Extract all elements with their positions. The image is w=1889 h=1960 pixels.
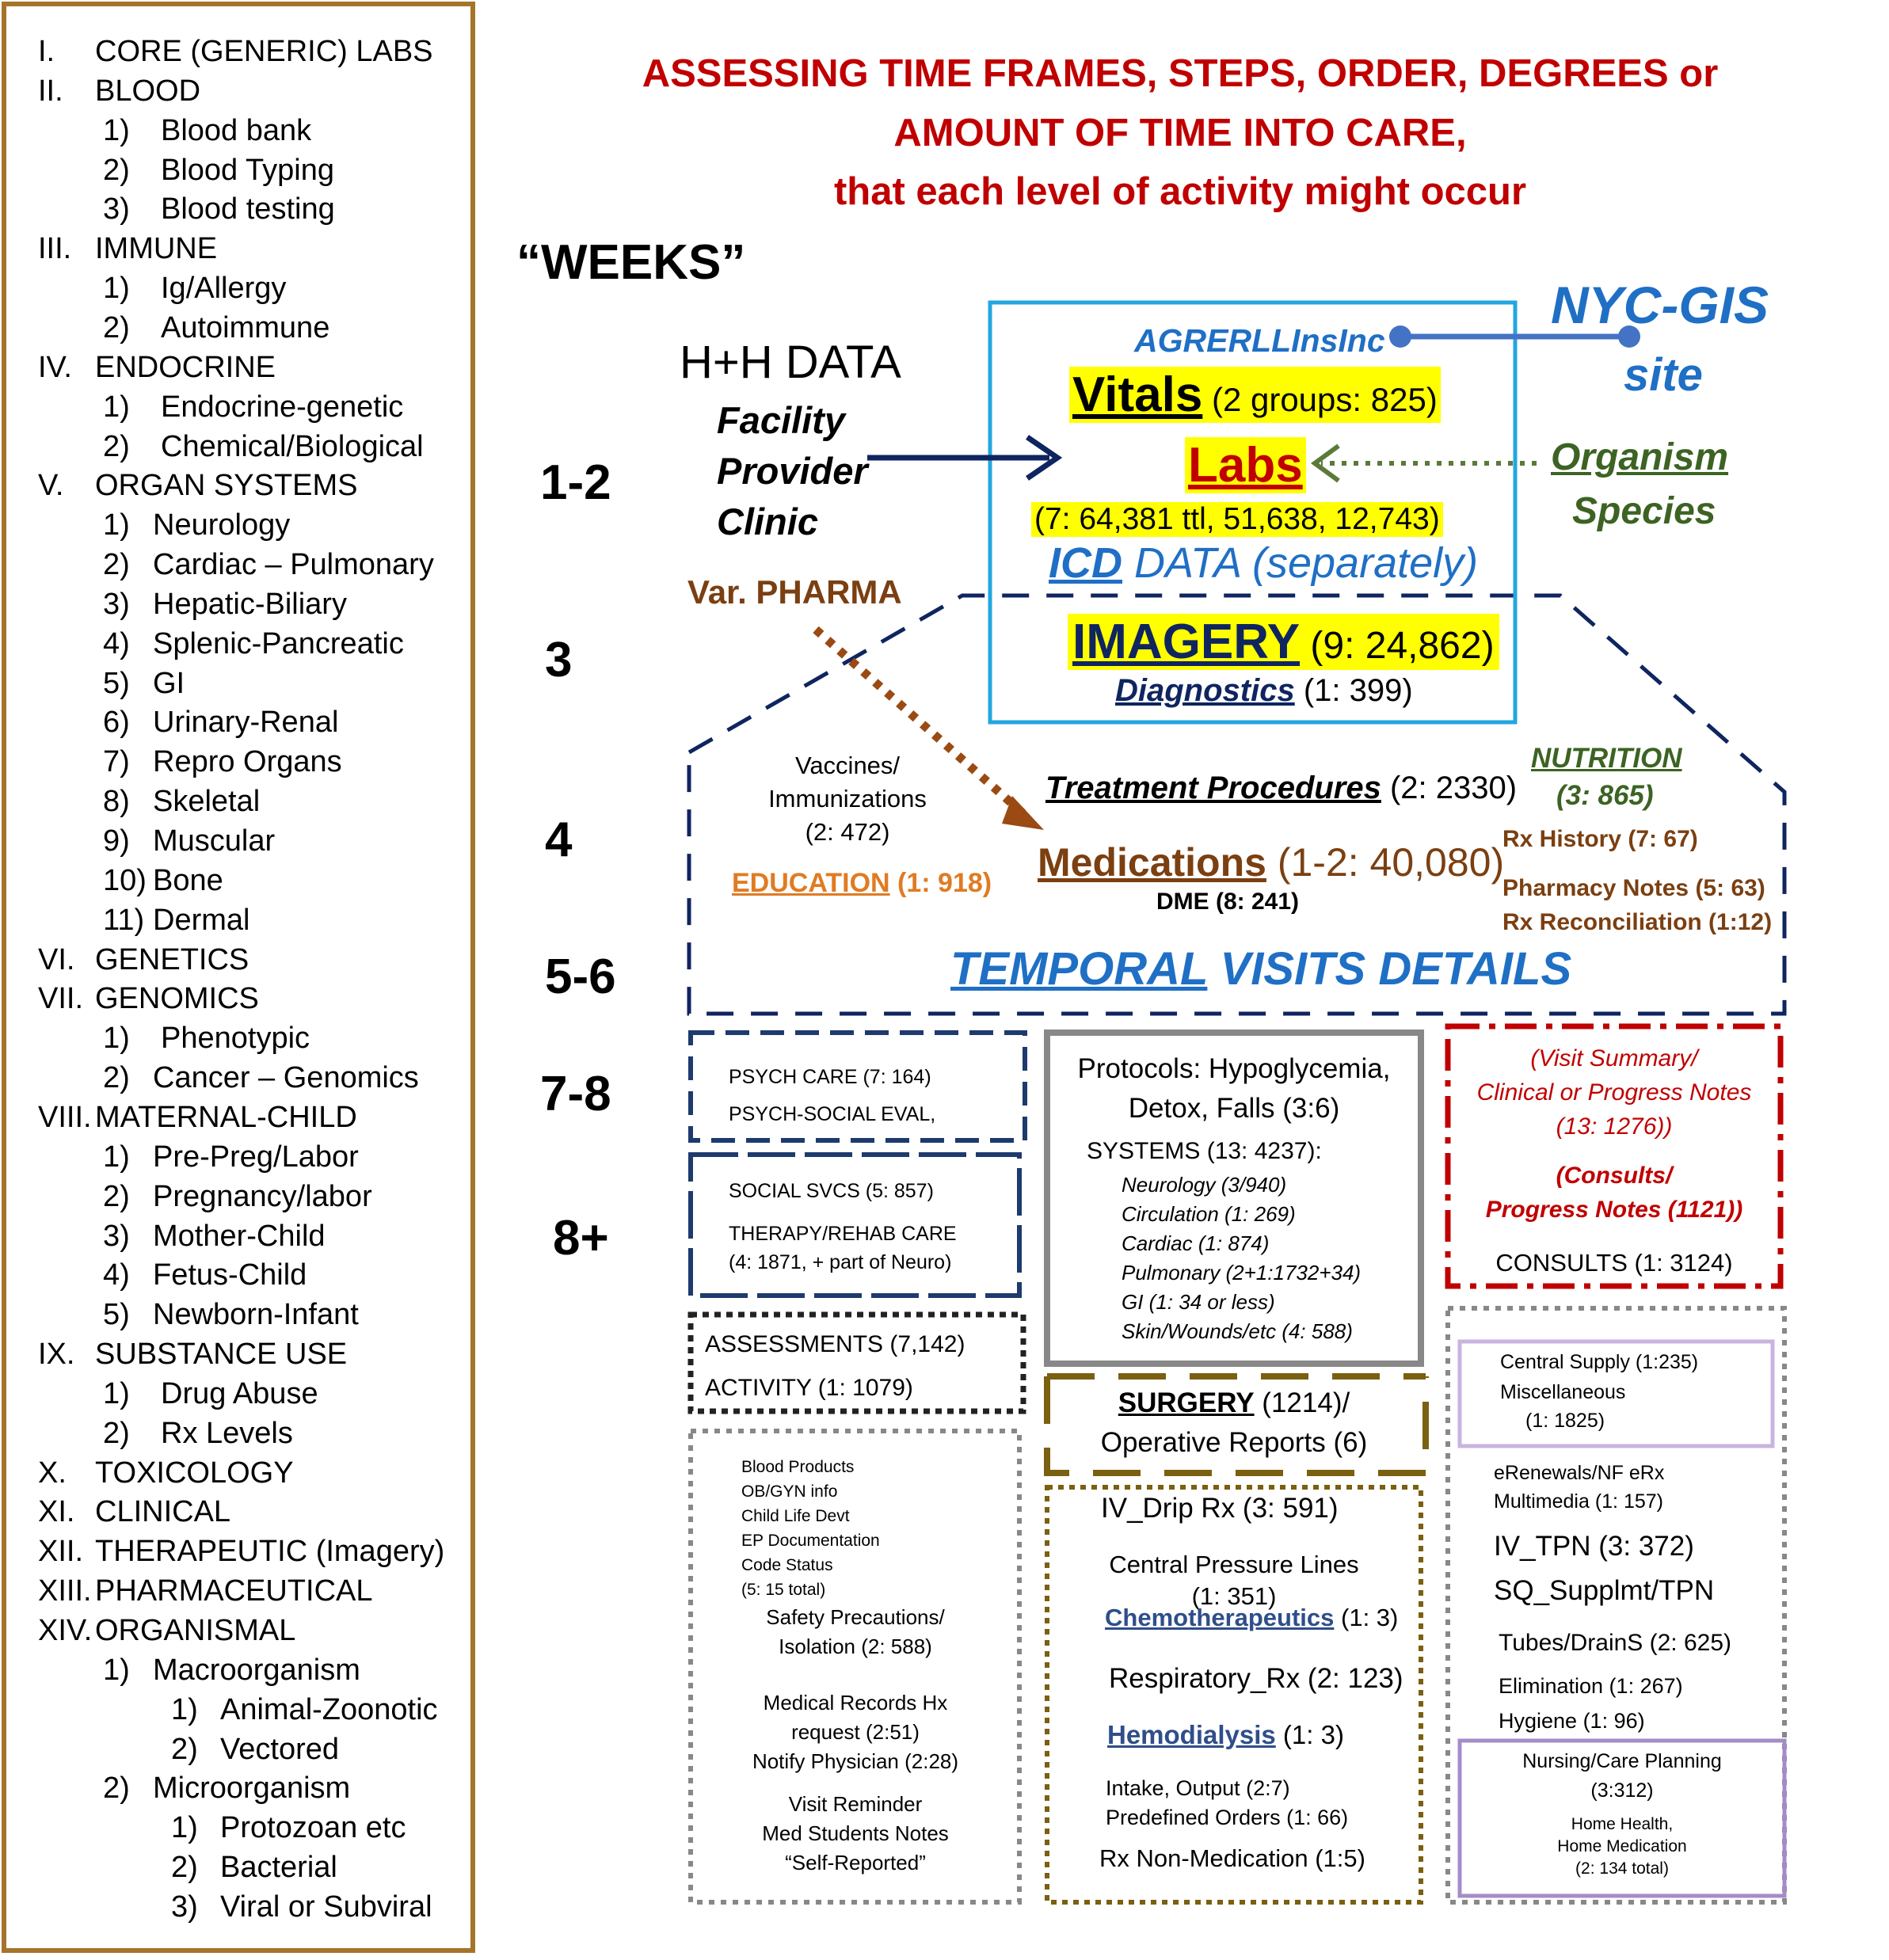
dme-label: DME (8: 241) xyxy=(1156,889,1300,915)
sidebar-item-number: 1) xyxy=(103,1140,130,1174)
visit-summary-text xyxy=(1451,1041,1777,1144)
hh-clinic: Clinic xyxy=(717,500,818,542)
vaccines-line-2: Immunizations xyxy=(768,785,927,813)
diagnostics-label: Diagnostics xyxy=(1115,673,1295,708)
sidebar-item-number: V. xyxy=(38,469,64,503)
sidebar-item-label: Dermal xyxy=(153,903,250,937)
sidebar-item-number: 9) xyxy=(103,824,130,858)
safety-line-1: Safety Precautions/ xyxy=(766,1605,945,1629)
sidebar-item-number: 2) xyxy=(171,1851,198,1885)
sidebar-item-number: 1) xyxy=(103,1022,130,1056)
misc-records xyxy=(697,1688,1014,1776)
sidebar-item-label: Pre-Preg/Labor xyxy=(153,1140,359,1174)
sidebar-item-number: 2) xyxy=(103,310,130,344)
medications-count: (1-2: 40,080) xyxy=(1266,840,1505,885)
nycgis-site: site xyxy=(1624,349,1703,401)
psych-social-eval: PSYCH-SOCIAL EVAL, xyxy=(729,1103,936,1125)
imagery-row xyxy=(1068,614,1499,670)
intake-output: Intake, Output (2:7) xyxy=(1106,1776,1290,1800)
systems-label: SYSTEMS (13: 4237): xyxy=(1087,1138,1322,1164)
hemo-count: (1: 3) xyxy=(1275,1720,1344,1749)
tubes-drains: Tubes/DrainS (2: 625) xyxy=(1499,1630,1732,1656)
sys-gi: GI (1: 34 or less) xyxy=(1122,1290,1275,1314)
multimedia: Multimedia (1: 157) xyxy=(1494,1490,1663,1513)
sidebar-item-label: ENDOCRINE xyxy=(95,350,276,384)
sidebar-item-label: Repro Organs xyxy=(153,745,342,779)
sys-pulmonary: Pulmonary (2+1:1732+34) xyxy=(1122,1261,1362,1284)
sidebar-item-label: GI xyxy=(153,666,185,700)
predefined-orders: Predefined Orders (1: 66) xyxy=(1106,1806,1349,1829)
sidebar-item-label: Microorganism xyxy=(153,1772,351,1806)
labs-label: Labs xyxy=(1185,437,1306,493)
vs-line-3: (13: 1276)) xyxy=(1556,1113,1673,1140)
erenewals: eRenewals/NF eRx xyxy=(1494,1462,1665,1484)
sidebar-item-label: Fetus-Child xyxy=(153,1258,307,1292)
miscellaneous: Miscellaneous xyxy=(1500,1381,1626,1403)
home-total: (2: 134 total) xyxy=(1575,1859,1669,1878)
sidebar-item-number: 2) xyxy=(103,1061,130,1095)
vs-line-2: Clinical or Progress Notes xyxy=(1476,1079,1752,1106)
sidebar-item-number: VII. xyxy=(38,982,84,1016)
consults-count: CONSULTS (1: 3124) xyxy=(1495,1249,1733,1277)
nycgis-title: NYC-GIS xyxy=(1551,276,1769,334)
sidebar-item-label: Blood Typing xyxy=(161,153,335,187)
pharmacy-notes: Pharmacy Notes (5: 63) xyxy=(1502,875,1765,901)
sidebar-item-number: 1) xyxy=(103,508,130,542)
sidebar-item-label: Viral or Subviral xyxy=(220,1890,432,1924)
sidebar-item-number: 8) xyxy=(103,785,130,819)
psych-care: PSYCH CARE (7: 164) xyxy=(729,1066,931,1088)
sidebar-item-label: GENETICS xyxy=(95,942,249,976)
sidebar-item-number: IV. xyxy=(38,350,72,384)
sidebar-item-label: Urinary-Renal xyxy=(153,706,339,740)
protocols-line-1: Protocols: Hypoglycemia, xyxy=(1077,1053,1391,1084)
medications-label: Medications xyxy=(1038,840,1266,885)
sidebar-item-number: II. xyxy=(38,74,63,108)
treatment-label: Treatment Procedures xyxy=(1045,771,1381,805)
sidebar-item-number: XIII. xyxy=(38,1574,92,1608)
iv-tpn: IV_TPN (3: 372) xyxy=(1494,1531,1694,1562)
operative-reports: Operative Reports (6) xyxy=(1100,1427,1368,1458)
sys-cardiac: Cardiac (1: 874) xyxy=(1122,1231,1270,1255)
hemo-row xyxy=(1107,1720,1344,1750)
temporal-label: TEMPORAL xyxy=(950,943,1208,995)
sidebar-item-number: 1) xyxy=(103,1376,130,1410)
sidebar-item-number: 2) xyxy=(103,429,130,463)
education-row xyxy=(732,868,992,899)
sidebar-item-number: 5) xyxy=(103,1298,130,1332)
title-line-2: AMOUNT OF TIME INTO CARE, xyxy=(893,112,1467,154)
week-4: 4 xyxy=(545,813,573,867)
systems-list xyxy=(1122,1170,1361,1346)
nutrition-label: NUTRITION xyxy=(1531,743,1682,774)
protocols-title xyxy=(1050,1049,1418,1128)
sidebar-item-number: 3) xyxy=(171,1890,198,1924)
week-3: 3 xyxy=(545,633,573,687)
misc-obgyn: OB/GYN info xyxy=(741,1482,838,1501)
sidebar-item-label: Cancer – Genomics xyxy=(153,1061,419,1095)
diagnostics-row xyxy=(1115,673,1413,709)
sidebar-item-label: CORE (GENERIC) LABS xyxy=(95,35,433,68)
sidebar-item-label: Splenic-Pancreatic xyxy=(153,626,404,660)
sidebar-item-number: 2) xyxy=(171,1732,198,1766)
sidebar-item-label: Animal-Zoonotic xyxy=(220,1692,438,1726)
cpl-line-1: Central Pressure Lines xyxy=(1109,1551,1359,1578)
vitals-row xyxy=(1069,367,1441,423)
sidebar-item-number: 2) xyxy=(103,1416,130,1450)
sidebar-item-label: TOXICOLOGY xyxy=(95,1456,294,1490)
vaccines-line-1: Vaccines/ xyxy=(794,752,901,779)
sidebar-item-label: Protozoan etc xyxy=(220,1811,406,1845)
nursing-line-2: (3:312) xyxy=(1590,1779,1654,1802)
week-8-plus: 8+ xyxy=(553,1211,609,1265)
sidebar-item-number: 2) xyxy=(103,1179,130,1213)
temporal-row xyxy=(950,942,1571,995)
sidebar-item-number: XI. xyxy=(38,1495,75,1529)
sidebar-item-label: SUBSTANCE USE xyxy=(95,1338,348,1372)
rx-reconciliation: Rx Reconciliation (1:12) xyxy=(1502,909,1773,935)
assessments: ASSESSMENTS (7,142) xyxy=(705,1331,965,1357)
pharma-label: Var. PHARMA xyxy=(687,573,902,611)
sidebar-item-number: 1) xyxy=(103,390,130,424)
week-7-8: 7-8 xyxy=(540,1067,611,1121)
sidebar-item-number: 7) xyxy=(103,745,130,779)
sys-circulation: Circulation (1: 269) xyxy=(1122,1202,1296,1226)
sidebar-item-label: Blood bank xyxy=(161,113,312,147)
misc-code-status: Code Status xyxy=(741,1556,833,1574)
social-svcs: SOCIAL SVCS (5: 857) xyxy=(729,1180,934,1202)
imagery-label: IMAGERY xyxy=(1072,615,1301,669)
sidebar-item-number: IX. xyxy=(38,1338,75,1372)
sidebar-item-number: XIV. xyxy=(38,1614,93,1647)
diagnostics-count: (1: 399) xyxy=(1294,673,1413,708)
sidebar-item-label: Skeletal xyxy=(153,785,261,819)
vaccines-block xyxy=(741,749,954,849)
misc-child-life: Child Life Devt xyxy=(741,1507,850,1525)
activity: ACTIVITY (1: 1079) xyxy=(705,1375,913,1401)
sidebar-item-number: VI. xyxy=(38,942,75,976)
respiratory-rx: Respiratory_Rx (2: 123) xyxy=(1109,1663,1403,1694)
misc-safety xyxy=(697,1603,1014,1661)
education-count: (1: 918) xyxy=(889,868,992,898)
sidebar-item-label: Endocrine-genetic xyxy=(161,390,404,424)
imagery-count: (9: 24,862) xyxy=(1300,625,1495,667)
sidebar-item-label: Mother-Child xyxy=(153,1219,326,1253)
sidebar-item-number: I. xyxy=(38,35,55,68)
icd-rest: DATA (separately) xyxy=(1122,539,1479,587)
social-text xyxy=(729,1177,957,1277)
hygiene: Hygiene (1: 96) xyxy=(1499,1709,1645,1733)
misc-reminder xyxy=(697,1790,1014,1878)
medications-row xyxy=(1038,839,1504,885)
sidebar-item-number: 5) xyxy=(103,666,130,700)
sidebar-item-label: PHARMACEUTICAL xyxy=(95,1574,373,1608)
misc-blood-products: Blood Products xyxy=(741,1458,855,1476)
weeks-label: “WEEKS” xyxy=(516,235,746,290)
sidebar-item-label: Hepatic-Biliary xyxy=(153,587,347,621)
sidebar-item-label: Drug Abuse xyxy=(161,1376,318,1410)
miscellaneous-count: (1: 1825) xyxy=(1525,1410,1605,1432)
treatment-row xyxy=(1045,771,1517,806)
sidebar-item-label: GENOMICS xyxy=(95,982,259,1016)
misc-total: (5: 15 total) xyxy=(741,1581,826,1599)
week-1-2: 1-2 xyxy=(540,455,611,510)
misc-ep-doc: EP Documentation xyxy=(741,1532,880,1550)
therapy-rehab: THERAPY/REHAB CARE xyxy=(729,1223,957,1245)
sidebar-item-number: 2) xyxy=(103,548,130,582)
species-label: Species xyxy=(1572,490,1716,532)
chemo-label: Chemotherapeutics xyxy=(1105,1604,1335,1631)
vitals-label: Vitals xyxy=(1072,367,1203,422)
vitals-count: (2 groups: 825) xyxy=(1202,381,1438,418)
tpn-block xyxy=(1494,1524,1714,1613)
sidebar-item-number: 2) xyxy=(103,1772,130,1806)
sidebar-item-label: Muscular xyxy=(153,824,276,858)
records-line-1: Medical Records Hx xyxy=(763,1691,948,1715)
sidebar-item-number: 11) xyxy=(103,903,145,937)
central-supply-text xyxy=(1500,1348,1698,1435)
sidebar-item-label: Vectored xyxy=(220,1732,339,1766)
erenewals-block xyxy=(1494,1459,1664,1516)
sidebar-item-label: ORGANISMAL xyxy=(95,1614,296,1647)
sidebar-item-label: Rx Levels xyxy=(161,1416,293,1450)
treatment-count: (2: 2330) xyxy=(1381,771,1518,805)
surgery-label: SURGERY xyxy=(1118,1387,1255,1418)
sidebar-item-number: 1) xyxy=(171,1811,198,1845)
sidebar-item-label: CLINICAL xyxy=(95,1495,231,1529)
sys-neurology: Neurology (3/940) xyxy=(1122,1173,1287,1197)
rx-history: Rx History (7: 67) xyxy=(1502,826,1698,852)
hh-data-title: H+H DATA xyxy=(680,337,901,388)
surgery-row xyxy=(1050,1383,1418,1423)
records-line-2: request (2:51) xyxy=(791,1720,920,1744)
consults-line-1: (Consults/ xyxy=(1556,1163,1673,1189)
central-pressure xyxy=(1050,1549,1418,1612)
sidebar-item-label: ORGAN SYSTEMS xyxy=(95,469,358,503)
nursing-line-1: Nursing/Care Planning xyxy=(1522,1750,1722,1772)
hh-facility: Facility xyxy=(717,399,845,441)
safety-line-2: Isolation (2: 588) xyxy=(779,1635,932,1658)
home-medication: Home Medication xyxy=(1557,1837,1687,1855)
sidebar-item-label: Chemical/Biological xyxy=(161,429,424,463)
elimination: Elimination (1: 267) xyxy=(1499,1674,1683,1698)
sidebar-item-label: Bacterial xyxy=(220,1851,337,1885)
temporal-rest: VISITS DETAILS xyxy=(1207,943,1572,995)
week-5-6: 5-6 xyxy=(545,950,616,1004)
sidebar-item-number: 4) xyxy=(103,1258,130,1292)
sidebar-item-label: Macroorganism xyxy=(153,1653,360,1687)
sidebar-item-number: 1) xyxy=(103,1653,130,1687)
sidebar-item-label: IMMUNE xyxy=(95,232,218,266)
sq-supplmt: SQ_Supplmt/TPN xyxy=(1494,1575,1715,1606)
sidebar-item-label: MATERNAL-CHILD xyxy=(95,1100,357,1134)
hh-provider: Provider xyxy=(717,450,868,492)
sidebar-item-label: THERAPEUTIC (Imagery) xyxy=(95,1535,445,1569)
title-line-3: that each level of activity might occur xyxy=(833,170,1527,213)
reminder-line-3: “Self-Reported” xyxy=(785,1851,926,1874)
misc-list-a xyxy=(741,1455,880,1602)
therapy-rehab-count: (4: 1871, + part of Neuro) xyxy=(729,1251,952,1273)
rx-non-medication: Rx Non-Medication (1:5) xyxy=(1099,1844,1365,1872)
cpl-line-2: (1: 351) xyxy=(1191,1582,1277,1610)
sys-skin: Skin/Wounds/etc (4: 588) xyxy=(1122,1319,1353,1343)
surgery-count: (1214)/ xyxy=(1254,1387,1350,1418)
sidebar-item-number: III. xyxy=(38,232,72,266)
icd-label: ICD xyxy=(1049,539,1122,587)
sidebar-item-label: Pregnancy/labor xyxy=(153,1179,372,1213)
sidebar-item-number: 1) xyxy=(103,113,130,147)
records-line-3: Notify Physician (2:28) xyxy=(752,1749,959,1773)
protocols-line-2: Detox, Falls (3:6) xyxy=(1128,1093,1340,1124)
vs-line-1: (Visit Summary/ xyxy=(1530,1045,1698,1071)
hemo-label: Hemodialysis xyxy=(1107,1720,1276,1749)
home-health: Home Health, xyxy=(1571,1815,1674,1833)
sidebar-item-number: XII. xyxy=(38,1535,84,1569)
title-line-1: ASSESSING TIME FRAMES, STEPS, ORDER, DEGREES or xyxy=(642,52,1719,95)
sidebar-item-number: 1) xyxy=(171,1692,198,1726)
sidebar-item-number: X. xyxy=(38,1456,67,1490)
home-health-text xyxy=(1460,1813,1784,1880)
sidebar-item-number: 3) xyxy=(103,1219,130,1253)
nutrition-count: (3: 865) xyxy=(1556,780,1654,811)
psych-text xyxy=(729,1059,935,1133)
chemo-row xyxy=(1105,1604,1398,1632)
sidebar-item-label: Ig/Allergy xyxy=(161,272,287,306)
consults-notes xyxy=(1451,1159,1777,1227)
sidebar-item-label: Blood testing xyxy=(161,192,335,226)
education-label: EDUCATION xyxy=(732,868,890,898)
assessments-text xyxy=(705,1323,965,1410)
sidebar-item-number: 1) xyxy=(103,272,130,306)
organism-label: Organism xyxy=(1551,436,1729,478)
elim-block xyxy=(1499,1669,1683,1738)
sidebar-item-number: 2) xyxy=(103,153,130,187)
intake-block xyxy=(1106,1774,1348,1833)
surgery-text xyxy=(1050,1383,1418,1463)
sidebar-item-number: 3) xyxy=(103,587,130,621)
consults-line-2: Progress Notes (1121)) xyxy=(1485,1197,1743,1223)
sidebar-item-label: Newborn-Infant xyxy=(153,1298,359,1332)
sidebar-item-label: Cardiac – Pulmonary xyxy=(153,548,434,582)
sidebar-item-label: BLOOD xyxy=(95,74,201,108)
sidebar-item-label: Autoimmune xyxy=(161,310,330,344)
agrer-label: AGRERLLInsInc xyxy=(1134,322,1385,359)
sidebar-item-number: 10) xyxy=(103,863,147,897)
sidebar-item-number: VIII. xyxy=(38,1100,92,1134)
sidebar-item-label: Neurology xyxy=(153,508,291,542)
sidebar-item-number: 4) xyxy=(103,626,130,660)
nursing-text xyxy=(1460,1747,1784,1806)
central-supply: Central Supply (1:235) xyxy=(1500,1351,1699,1373)
iv-drip: IV_Drip Rx (3: 591) xyxy=(1101,1493,1339,1524)
sidebar-item-number: 3) xyxy=(103,192,130,226)
reminder-line-1: Visit Reminder xyxy=(788,1792,923,1816)
sidebar-item-number: 6) xyxy=(103,706,130,740)
reminder-line-2: Med Students Notes xyxy=(762,1821,949,1845)
chemo-count: (1: 3) xyxy=(1334,1604,1399,1631)
labs-count: (7: 64,381 ttl, 51,638, 12,743) xyxy=(1031,502,1443,537)
sidebar-item-label: Phenotypic xyxy=(161,1022,310,1056)
icd-row xyxy=(1049,539,1478,588)
sidebar-item-label: Bone xyxy=(153,863,223,897)
vaccines-line-3: (2: 472) xyxy=(805,818,890,846)
